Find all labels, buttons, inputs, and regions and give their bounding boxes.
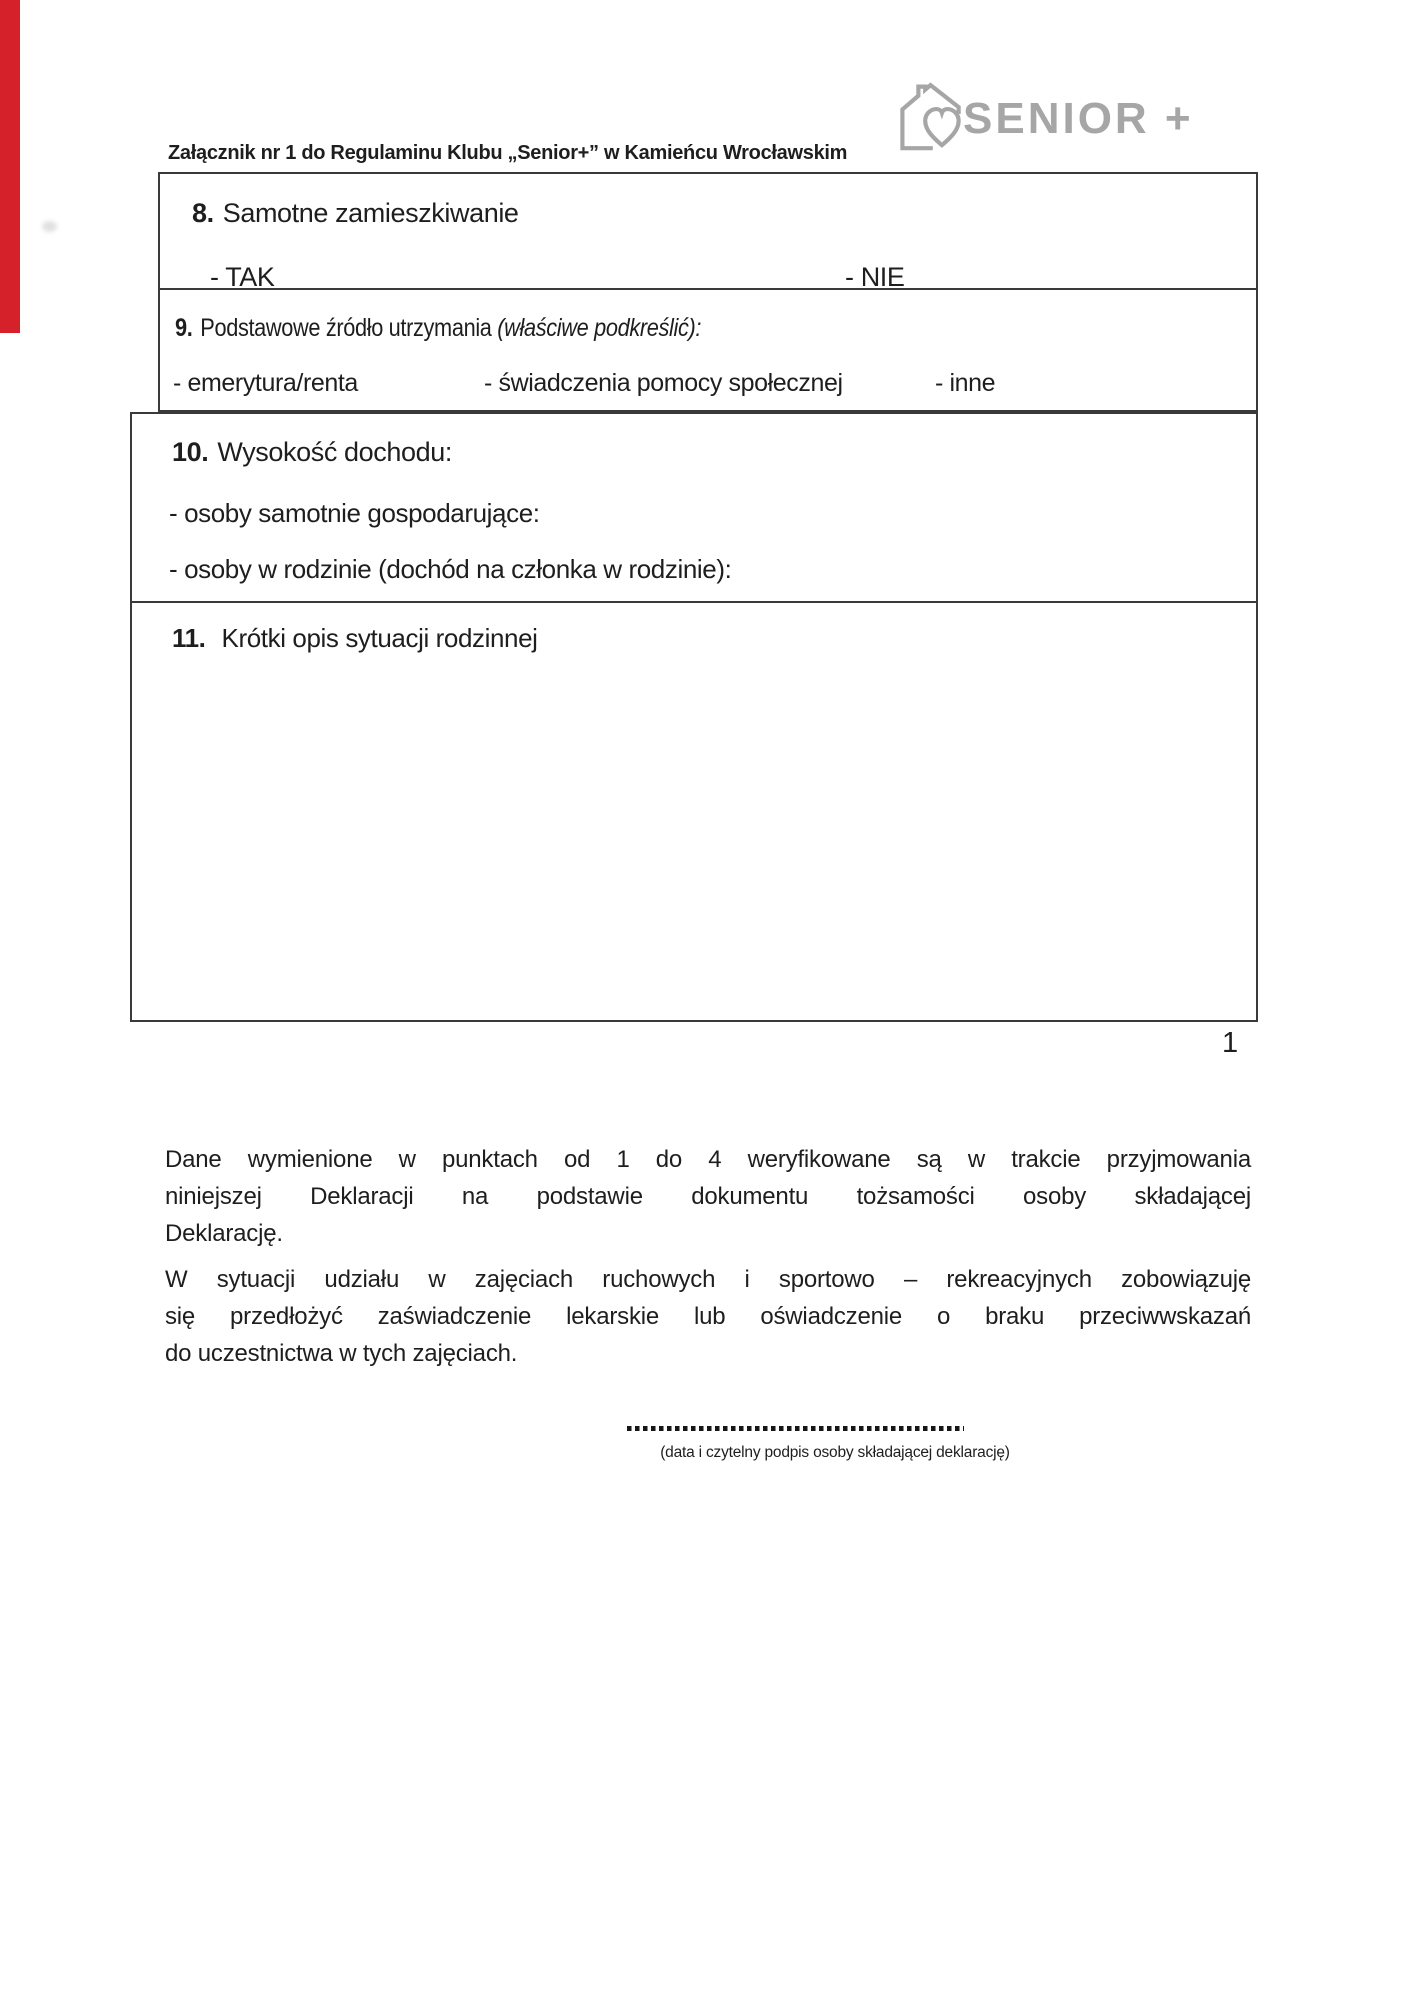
paragraph-line: niniejszej Deklaracji na podstawie dokumentu tożsamości osoby składającej — [165, 1183, 1251, 1210]
field-10-label: 10. Wysokość dochodu: — [172, 437, 452, 467]
field-9-label: 9. Podstawowe źródło utrzymania (właściwe podkreślić): — [175, 314, 702, 342]
field-10-number: 10. — [172, 437, 209, 467]
form-box-upper — [158, 172, 1258, 412]
house-heart-icon — [891, 76, 967, 152]
row-divider — [160, 288, 1256, 290]
field-11-number: 11. — [172, 623, 206, 653]
field-9-label-italic: (właściwe podkreślić): — [497, 314, 702, 342]
field-9-number: 9. — [175, 314, 193, 342]
signature-caption: (data i czytelny podpis osoby składającej deklarację) — [660, 1444, 1010, 1461]
note-paragraph-verification — [165, 1141, 1251, 1252]
row-divider — [132, 601, 1256, 603]
field-8-label: 8. Samotne zamieszkiwanie — [192, 198, 519, 228]
attachment-header: Załącznik nr 1 do Regulaminu Klubu „Senior+” w Kamieńcu Wrocławskim — [168, 142, 848, 164]
signature-dotted-line — [627, 1426, 964, 1431]
field-8-option-nie: - NIE — [845, 262, 905, 292]
paragraph-line: Deklarację. — [165, 1220, 283, 1247]
field-9-option-swiadczenia: - świadczenia pomocy społecznej — [484, 369, 843, 397]
paragraph-line: do uczestnictwa w tych zajęciach. — [165, 1340, 518, 1367]
paragraph-line: się przedłożyć zaświadczenie lekarskie lub oświadczenie o braku przeciwwskazań — [165, 1303, 1251, 1330]
field-10-line-single-household: - osoby samotnie gospodarujące: — [169, 498, 540, 528]
field-8-option-tak: - TAK — [210, 262, 275, 292]
paragraph-line: W sytuacji udziału w zajęciach ruchowych i sportowo – rekreacyjnych zobowiązuję — [165, 1266, 1251, 1293]
field-8-number: 8. — [192, 198, 214, 228]
logo-wordmark: SENIOR + — [963, 94, 1194, 143]
paragraph-line: Dane wymienione w punktach od 1 do 4 weryfikowane są w trakcie przyjmowania — [165, 1146, 1251, 1173]
note-paragraph-medical — [165, 1261, 1251, 1372]
page-number: 1 — [1222, 1027, 1239, 1059]
scan-smudge — [42, 221, 57, 232]
field-9-option-inne: - inne — [935, 369, 996, 397]
field-11-label: 11. Krótki opis sytuacji rodzinnej — [172, 623, 538, 653]
field-10-line-family-income: - osoby w rodzinie (dochód na członka w rodzinie): — [169, 554, 732, 584]
field-9-option-emerytura: - emerytura/renta — [173, 369, 358, 397]
form-box-lower — [130, 412, 1258, 1022]
scan-edge-red-stripe — [0, 0, 20, 333]
